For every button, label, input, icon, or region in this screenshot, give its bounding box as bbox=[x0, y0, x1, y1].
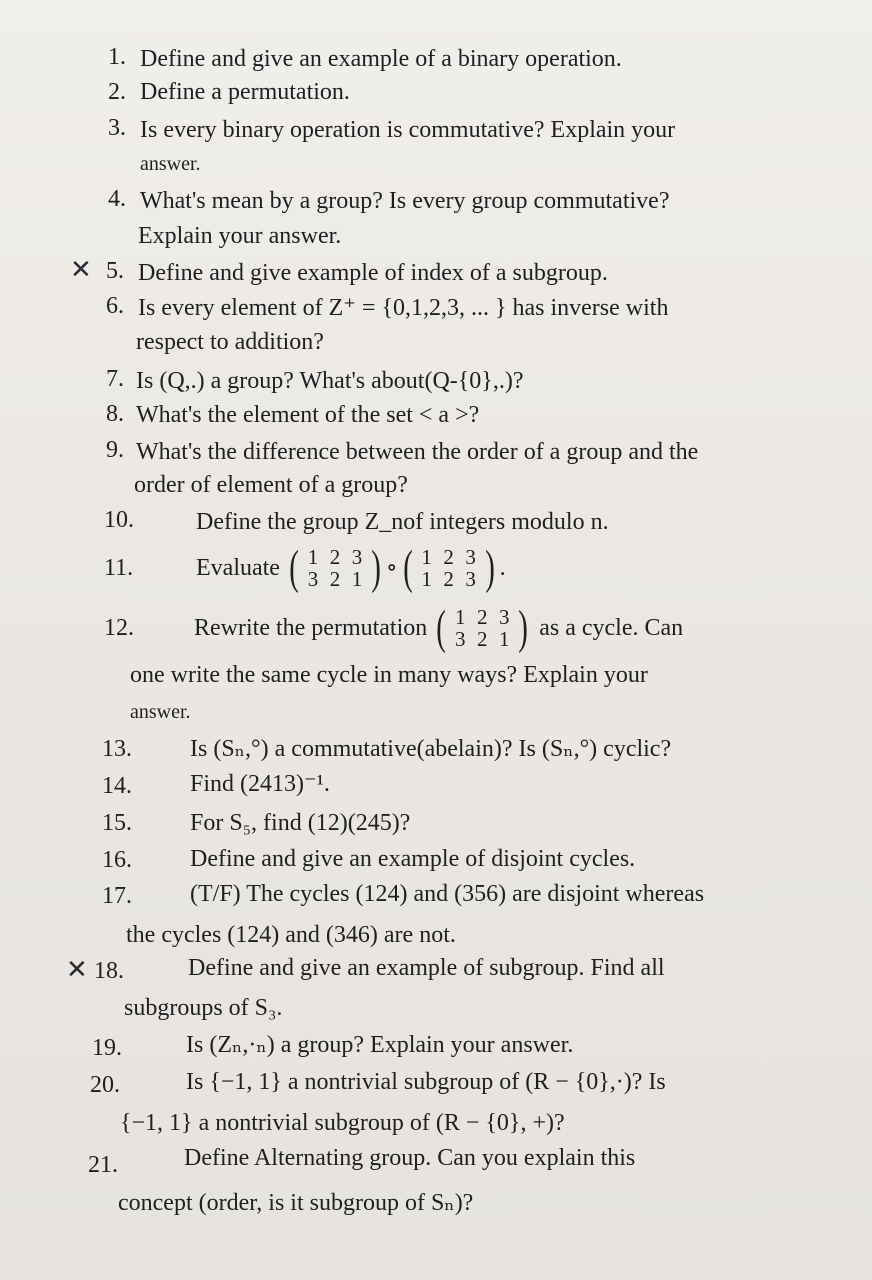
matrix-cell: 1 bbox=[351, 567, 363, 591]
permutation-matrix: ( 1 2 3 3 2 1 ) bbox=[436, 601, 529, 654]
question-number: 21. bbox=[88, 1152, 118, 1178]
matrix-cell: 2 bbox=[329, 567, 341, 591]
question-text-cont: answer. bbox=[130, 701, 191, 723]
question-text: Is (Zₙ,·ₙ) a group? Explain your answer. bbox=[186, 1032, 574, 1058]
matrix-cell: 2 bbox=[443, 545, 454, 569]
matrix-cell: 3 bbox=[465, 567, 476, 591]
question-number: 12. bbox=[104, 615, 134, 641]
question-text: What's mean by a group? Is every group commutative? bbox=[140, 188, 670, 214]
question-text: (T/F) The cycles (124) and (356) are disjoint whereas bbox=[190, 881, 705, 907]
evaluate-label: Evaluate bbox=[196, 555, 280, 581]
question-number: 10. bbox=[104, 507, 134, 533]
matrix-cell: 2 bbox=[443, 567, 454, 591]
question-number: 3. bbox=[108, 115, 126, 141]
question-number: 4. bbox=[108, 186, 126, 212]
question-text-cont: answer. bbox=[140, 153, 201, 175]
question-text: Define Alternating group. Can you explain this bbox=[184, 1145, 636, 1171]
question-number: 6. bbox=[106, 293, 124, 319]
question-number: 2. bbox=[108, 79, 126, 105]
matrix-cell: 2 bbox=[477, 627, 488, 651]
question-number: 13. bbox=[102, 736, 132, 762]
question-text: Define and give an example of a binary operation. bbox=[140, 46, 622, 72]
question-number: 7. bbox=[106, 366, 124, 392]
matrix-cell: 2 bbox=[329, 545, 341, 569]
matrix-cell: 2 bbox=[477, 605, 488, 629]
question-number: 1. bbox=[108, 44, 126, 70]
matrix-cell: 3 bbox=[351, 545, 363, 569]
question-text: What's the element of the set < a >? bbox=[136, 402, 480, 428]
question-number: 19. bbox=[92, 1035, 122, 1061]
cross-mark-icon: ✕ bbox=[70, 255, 92, 285]
question-text-cont: Explain your answer. bbox=[138, 223, 342, 249]
question-number: 20. bbox=[90, 1072, 120, 1098]
composition-operator: ∘ bbox=[385, 555, 398, 581]
question-number: 18. bbox=[94, 958, 124, 984]
question-number: 16. bbox=[102, 847, 132, 873]
matrix-cell: 3 bbox=[307, 567, 319, 591]
matrix-cell: 3 bbox=[455, 627, 466, 651]
question-number: 15. bbox=[102, 810, 132, 836]
question-text: Define and give example of index of a subgroup. bbox=[138, 260, 608, 286]
question-number: 17. bbox=[102, 883, 132, 909]
question-text: Is (Q,.) a group? What's about(Q-{0},.)? bbox=[136, 368, 524, 394]
question-text: Is every binary operation is commutative? Explain your bbox=[140, 117, 676, 143]
rewrite-label: Rewrite the permutation bbox=[194, 615, 428, 641]
question-text: Find (2413)⁻¹. bbox=[190, 771, 330, 797]
matrix-cell: 3 bbox=[499, 605, 510, 629]
question-number: 14. bbox=[102, 773, 132, 799]
question-text: Define and give an example of subgroup. Find all bbox=[188, 955, 665, 981]
question-text: Define a permutation. bbox=[140, 79, 350, 105]
question-number: 5. bbox=[106, 258, 124, 284]
question-number: 9. bbox=[106, 437, 124, 463]
matrix-cell: 1 bbox=[307, 545, 319, 569]
question-rewrite bbox=[194, 600, 683, 656]
question-number: 8. bbox=[106, 401, 124, 427]
question-text-cont: one write the same cycle in many ways? Explain your bbox=[130, 662, 648, 688]
question-text: Define and give an example of disjoint cycles. bbox=[190, 846, 636, 872]
cross-mark-icon: ✕ bbox=[66, 955, 88, 985]
period: . bbox=[499, 555, 506, 581]
question-text: Is every element of Z⁺ = {0,1,2,3, ... } has inverse with bbox=[138, 295, 669, 321]
question-text-cont: respect to addition? bbox=[136, 329, 324, 355]
matrix-cell: 1 bbox=[421, 567, 432, 591]
question-text-cont: concept (order, is it subgroup of Sₙ)? bbox=[118, 1190, 474, 1216]
question-text: What's the difference between the order of a group and the bbox=[136, 439, 699, 465]
matrix-cell: 3 bbox=[465, 545, 476, 569]
question-evaluate bbox=[196, 540, 506, 596]
question-text: Is (Sₙ,°) a commutative(abelain)? Is (Sₙ,°) cyclic? bbox=[190, 736, 672, 762]
question-text: Define the group Z_nof integers modulo n. bbox=[196, 509, 609, 535]
permutation-matrix: ( 1 2 3 1 2 3 ) bbox=[402, 541, 495, 594]
question-text-cont: order of element of a group? bbox=[134, 472, 408, 498]
question-text: For S₅, find (12)(245)? bbox=[190, 810, 411, 836]
question-text-cont: the cycles (124) and (346) are not. bbox=[126, 922, 456, 948]
rewrite-suffix: as a cycle. Can bbox=[539, 615, 684, 641]
permutation-matrix: ( 1 2 3 3 2 1 ) bbox=[289, 541, 381, 594]
matrix-cell: 1 bbox=[421, 545, 432, 569]
question-text: Is {−1, 1} a nontrivial subgroup of (R − {0},·)? Is bbox=[186, 1069, 666, 1095]
question-text-cont: subgroups of S₃. bbox=[124, 995, 283, 1021]
matrix-cell: 1 bbox=[455, 605, 466, 629]
matrix-cell: 1 bbox=[499, 627, 510, 651]
question-text-cont: {−1, 1} a nontrivial subgroup of (R − {0}, +)? bbox=[120, 1110, 565, 1136]
question-number: 11. bbox=[104, 555, 134, 581]
